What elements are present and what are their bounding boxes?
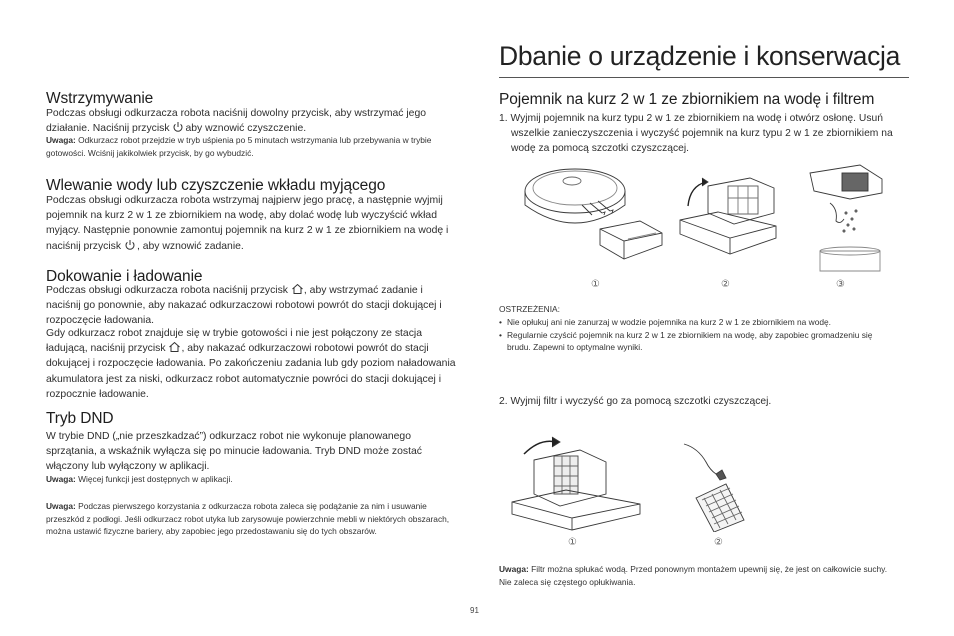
dnd-paragraph: W trybie DND („nie przeszkadzać”) odkurzacz robot nie wykonuje planowanego sprzątania, a wskaźnik wyłącza się po minucie ładowania. Tryb DND może zostać włączony lub wyłączony w aplikacji. [46,431,422,473]
step1-marker-1: ① [591,279,600,290]
section-heading: Pojemnik na kurz 2 w 1 ze zbiornikiem na wodę i filtrem [499,91,875,108]
first-use-note-text: Podczas pierwszego korzystania z odkurzacza robota zaleca się podążanie za nim i usuwanie przeszkód z podłogi. Jeśli odkurzacz robot utyka lub zarysowuje powierzchnie mebli w niektórych obszarach, można ustawić fizyczne bariery, aby zapobiec jego przedostawaniu się do tych obszarów. [46,501,450,537]
pause-text-2: aby wznowić czyszczenie. [185,123,307,135]
warning-title: OSTRZEŻENIA: [499,304,560,314]
water-heading: Wlewanie wody lub czyszczenie wkładu myjącego [46,177,386,194]
filter-note-label: Uwaga: [499,564,529,574]
bullet: • [499,317,502,327]
filter-removal-illustration [510,432,642,532]
dock-paragraph-2 [46,326,460,402]
pause-heading: Wstrzymywanie [46,90,154,107]
pause-note-text: Odkurzacz robot przejdzie w tryb uśpienia po 5 minutach wstrzymania lub przebywania w trybie gotowości. Wciśnij jakikolwiek przycisk, by go wybudzić. [46,135,432,158]
robot-dustbin-illustration [520,163,668,273]
dock-text-3: Gdy odkurzacz robot znajduje się w trybie gotowości i nie jest połączony ze stacja ładującą, naciśnij przycisk [46,328,422,355]
power-icon [172,121,185,133]
home-icon [168,341,181,353]
dock-paragraph-1 [46,283,460,329]
title-rule [499,77,909,78]
warning-item [499,329,909,354]
warning-item [499,316,909,329]
step1-marker-3: ③ [836,279,845,290]
home-icon [291,283,304,295]
filter-note [499,563,899,588]
pause-text-1: Podczas obsługi odkurzacza robota naciśnij dowolny przycisk, aby wstrzymać jego działanie. Naciśnij przycisk [46,108,427,135]
pause-note [46,134,466,159]
open-dustbin-illustration [678,168,778,258]
dnd-note-label: Uwaga: [46,474,76,484]
dock-text-2: , aby wstrzymać zadanie i naciśnij go ponownie, aby nakazać odkurzaczowi robotowi powrót do stacji dokującej i rozpoczęcie ładowania. [46,285,442,327]
page-number: 91 [470,606,479,615]
dock-heading: Dokowanie i ładowanie [46,268,203,285]
dnd-note [46,473,460,486]
dnd-note-text: Więcej funkcji jest dostępnych w aplikacji. [75,474,233,484]
bullet: • [499,329,502,340]
dnd-heading: Tryb DND [46,410,114,427]
water-text-2: , aby wznowić zadanie. [136,240,244,252]
page-title: Dbanie o urządzenie i konserwacja [499,41,901,71]
first-use-note [46,500,460,538]
step2-marker-1: ① [568,537,577,548]
pause-paragraph [46,106,466,136]
dock-text-4: , aby nakazać odkurzaczowi robotowi powrót do stacji dokującej i rozpoczęcie ładowania. Po zakończeniu zadania lub gdy poziom naładowania akumulatora jest za niski, odkurzacz robot automatycznie powróci do stacji dokującej i rozpocznie ładowanie. [46,343,456,400]
warning-text: Nie opłukuj ani nie zanurzaj w wodzie pojemnika na kurz 2 w 1 ze zbiornikiem na wodę. [507,317,831,327]
power-icon [124,239,137,251]
warning-list [499,316,909,354]
step-1-text: 1. Wyjmij pojemnik na kurz typu 2 w 1 ze zbiornikiem na wodę i otwórz osłonę. Usuń wszelkie zanieczyszczenia i wyczyść pojemnik na kurz typu 2 w 1 ze zbiornikiem na wodę za pomocą szczotki czyszczącej. [499,113,893,154]
brush-filter-illustration [676,440,756,532]
water-text-1: Podczas obsługi odkurzacza robota wstrzymaj najpierw jego pracę, a następnie wyjmij pojemnik na kurz 2 w 1 ze zbiornikiem na wodę, aby dolać wodę lub wyczyścić wkład myjący. Następnie ponownie zamontuj pojemnik na kurz 2 w 1 ze zbiornikiem na wodę i naciśnij przycisk [46,195,449,252]
first-use-note-label: Uwaga: [46,501,76,511]
emptying-illustration [800,163,900,275]
pause-note-label: Uwaga: [46,135,76,145]
water-paragraph [46,193,454,254]
step2-marker-2: ② [714,537,723,548]
filter-note-text: Filtr można spłukać wodą. Przed ponownym montażem upewnij się, że jest on całkowicie suchy. Nie zaleca się częstego opłukiwania. [499,564,888,587]
step-2-text: 2. Wyjmij filtr i wyczyść go za pomocą szczotki czyszczącej. [499,396,772,407]
dock-text-1: Podczas obsługi odkurzacza robota naciśnij przycisk [46,285,291,296]
warning-text: Regularnie czyścić pojemnik na kurz 2 w 1 ze zbiornikiem na wodę, aby zapobiec gromadzeniu się brudu. Zapewni to optymalne wyniki. [507,329,873,353]
step1-marker-2: ② [721,279,730,290]
